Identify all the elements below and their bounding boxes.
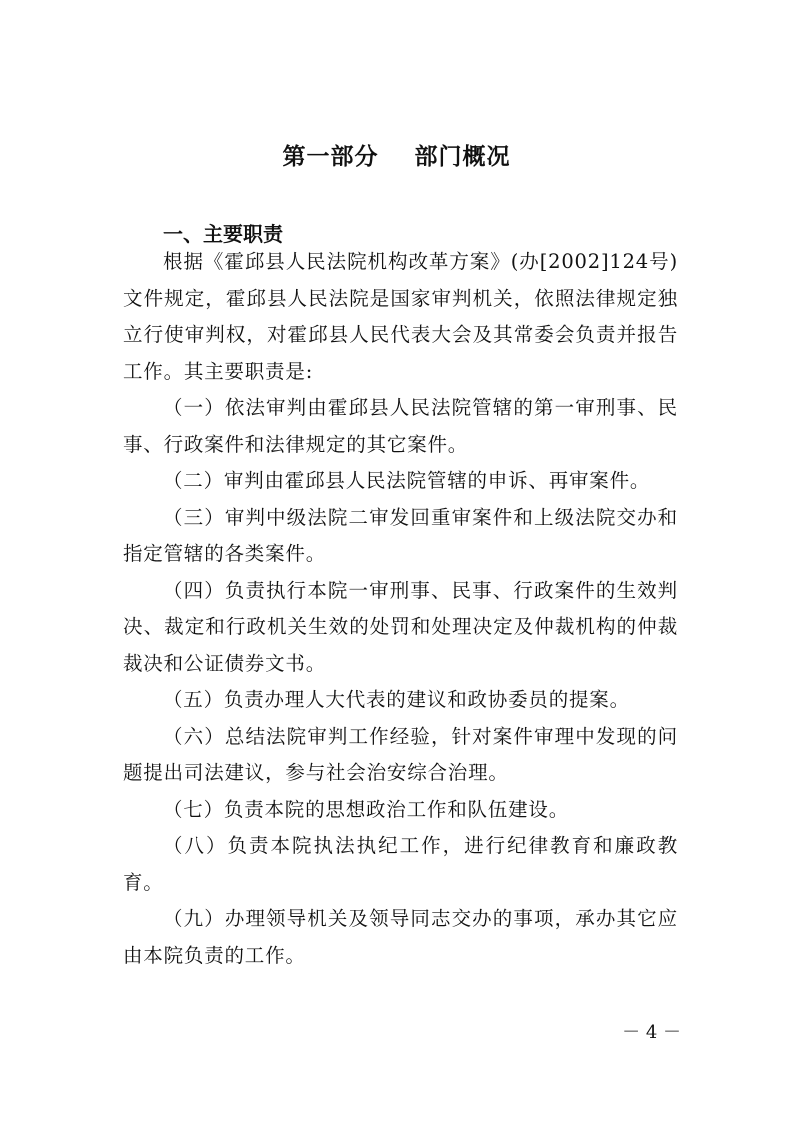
paragraph-duty-5: （五）负责办理人大代表的建议和政协委员的提案。: [163, 688, 630, 711]
paragraph-duty-1: （一）依法审判由霍邱县人民法院管辖的第一审刑事、民事、行政案件和法律规定的其它案件。: [123, 396, 678, 456]
paragraph-duty-4: （四）负责执行本院一审刑事、民事、行政案件的生效判决、裁定和行政机关生效的处罚和处理决定及仲裁机构的仲裁裁决和公证债券文书。: [123, 578, 678, 675]
paragraph-duty-3: （三）审判中级法院二审发回重审案件和上级法院交办和指定管辖的各类案件。: [123, 505, 678, 565]
document-body: [123, 244, 678, 974]
page-number: － 4 －: [622, 1022, 681, 1043]
paragraph-duty-2: （二）审判由霍邱县人民法院管辖的申诉、再审案件。: [163, 469, 651, 492]
paragraph-duty-6: （六）总结法院审判工作经验，针对案件审理中发现的问题提出司法建议，参与社会治安综合治理。: [123, 724, 678, 784]
paragraph-duty-8: （八）负责本院执法执纪工作，进行纪律教育和廉政教育。: [123, 834, 678, 894]
paragraph-duty-9: （九）办理领导机关及领导同志交办的事项，承办其它应由本院负责的工作。: [123, 907, 678, 967]
section-heading: 一、主要职责: [163, 222, 283, 246]
paragraph-duty-7: （七）负责本院的思想政治工作和队伍建设。: [163, 797, 570, 821]
paragraph-intro: 根据《霍邱县人民法院机构改革方案》(办[2002]124号)文件规定，霍邱县人民法院是国家审判机关，依照法律规定独立行使审判权，对霍邱县人民代表大会及其常委会负责并报告工作。其主要职责是:: [123, 250, 678, 383]
page-title: 第一部分 部门概况: [282, 144, 511, 170]
